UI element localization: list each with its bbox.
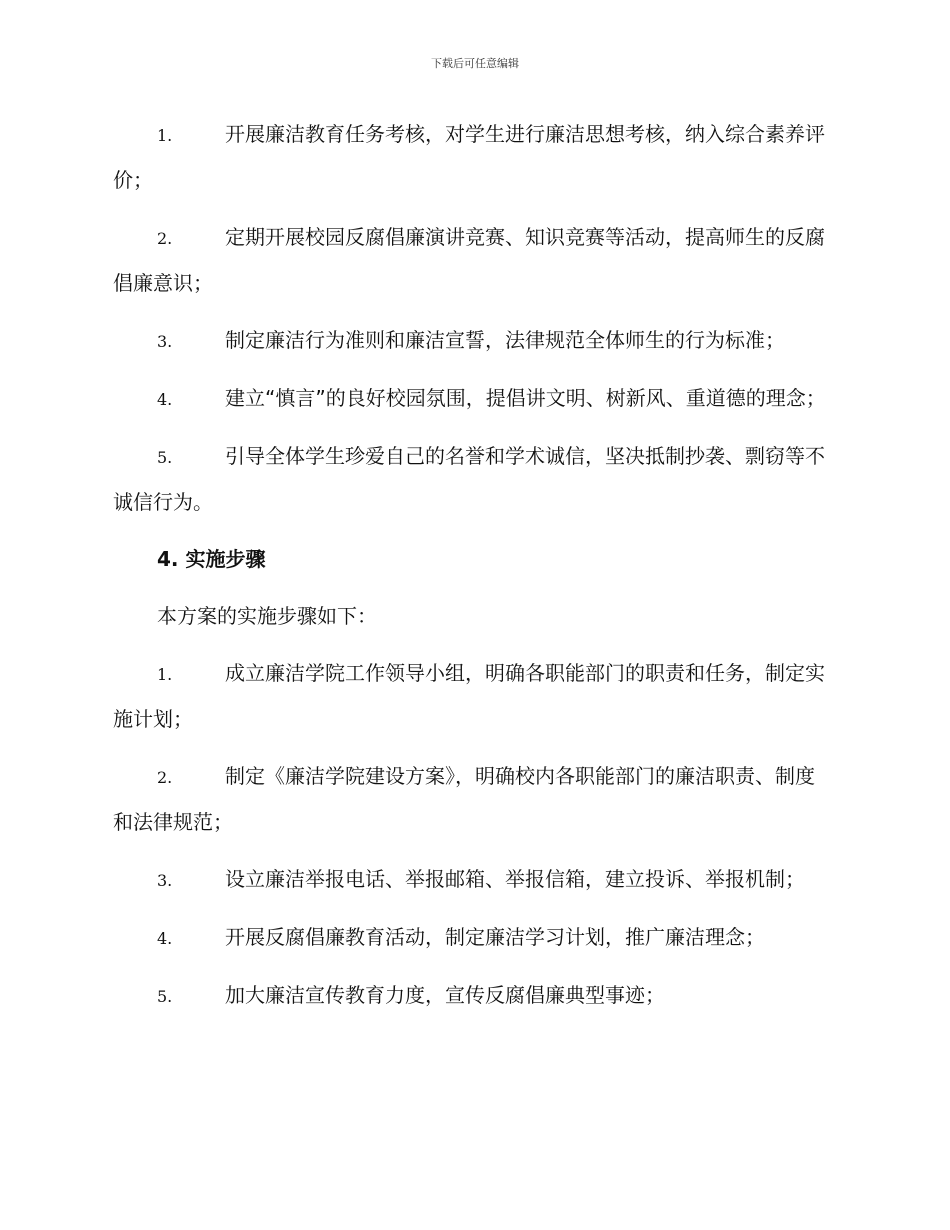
list-text: 引导全体学生珍爱自己的名誉和学术诚信，坚决抵制抄袭、剽窃等不诚信行为。 <box>113 444 825 514</box>
list-text: 建立“慎言”的良好校园氛围，提倡讲文明、树新风、重道德的理念； <box>225 386 826 410</box>
list-text: 开展反腐倡廉教育活动，制定廉洁学习计划，推广廉洁理念； <box>225 925 765 949</box>
list-item <box>113 754 833 845</box>
page-header: 下载后可任意编辑 <box>431 57 519 70</box>
list-text: 加大廉洁宣传教育力度，宣传反腐倡廉典型事迹； <box>225 983 665 1007</box>
list-number: 2. <box>157 229 173 248</box>
list-number: 1. <box>157 665 173 684</box>
list-text: 设立廉洁举报电话、举报邮箱、举报信箱，建立投诉、举报机制； <box>225 867 805 891</box>
list-text: 制定《廉洁学院建设方案》，明确校内各职能部门的廉洁职责、制度和法律规范； <box>113 764 815 834</box>
list-number: 4. <box>157 390 173 409</box>
list-text: 定期开展校园反腐倡廉演讲竞赛、知识竞赛等活动，提高师生的反腐倡廉意识； <box>113 225 825 295</box>
list-number: 3. <box>157 332 173 351</box>
list-number: 1. <box>157 126 173 145</box>
list-item <box>113 434 833 525</box>
section-intro: 本方案的实施步骤如下： <box>157 604 377 628</box>
list-item <box>113 973 833 1019</box>
list-item <box>113 112 833 203</box>
list-number: 2. <box>157 768 173 787</box>
list-item <box>113 318 833 364</box>
document-body <box>113 112 833 1031</box>
list-item <box>113 651 833 742</box>
list-item <box>113 215 833 306</box>
list-number: 4. <box>157 929 173 948</box>
list-text: 成立廉洁学院工作领导小组，明确各职能部门的职责和任务，制定实施计划； <box>113 661 825 731</box>
section-heading: 4. 实施步骤 <box>157 547 266 571</box>
list-item <box>113 915 833 961</box>
list-text: 制定廉洁行为准则和廉洁宣誓，法律规范全体师生的行为标准； <box>225 328 785 352</box>
list-item <box>113 857 833 903</box>
list-number: 5. <box>157 448 173 467</box>
list-text: 开展廉洁教育任务考核，对学生进行廉洁思想考核，纳入综合素养评价； <box>113 122 825 192</box>
list-item <box>113 376 833 422</box>
list-number: 3. <box>157 871 173 890</box>
list-number: 5. <box>157 987 173 1006</box>
